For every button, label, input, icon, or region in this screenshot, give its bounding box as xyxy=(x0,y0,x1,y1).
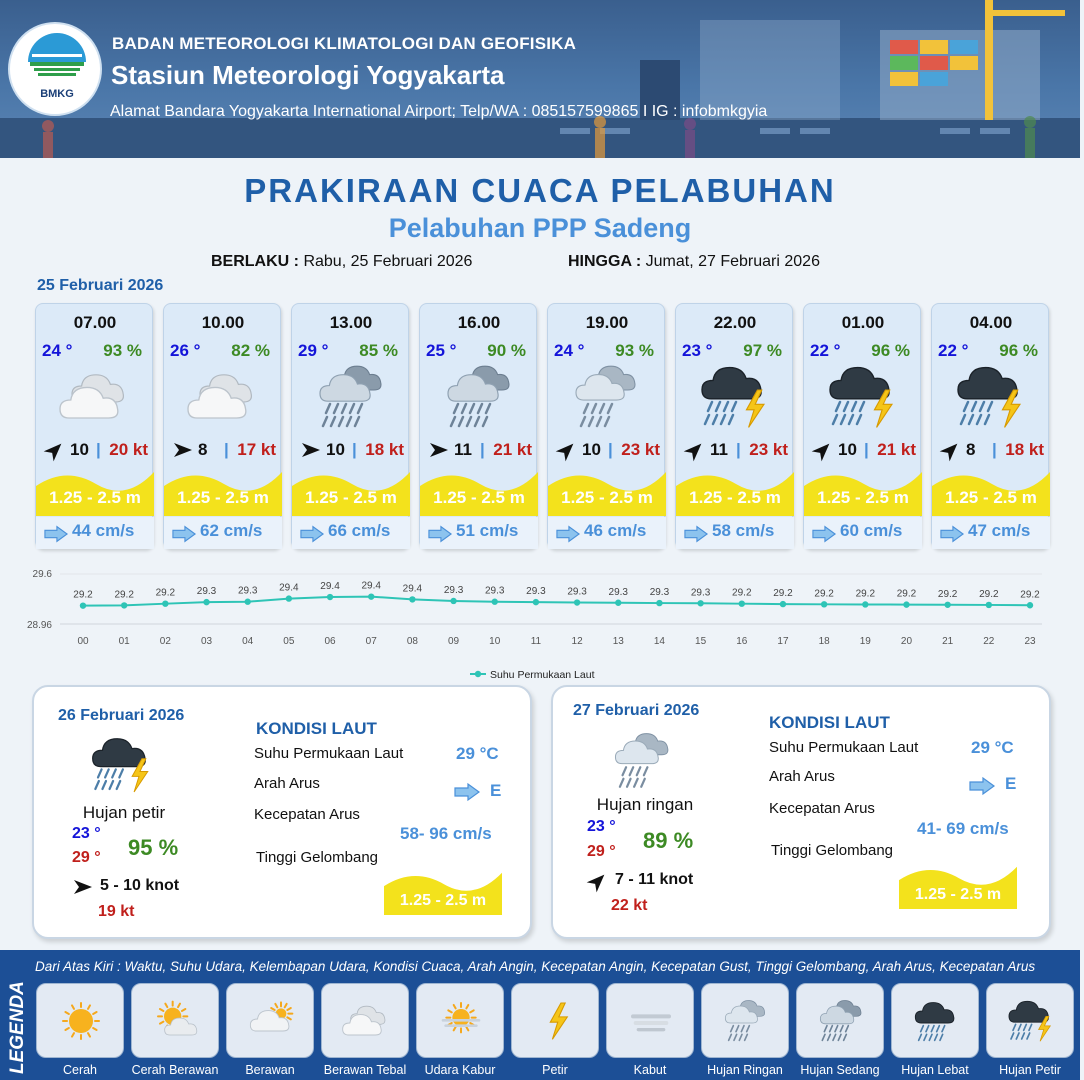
chart-data-label: 29.4 xyxy=(361,580,381,592)
day2-panel xyxy=(32,685,532,939)
forecast-wind-speed: 10 xyxy=(838,440,857,459)
forecast-gust: 23 kt xyxy=(621,440,660,459)
validity-from-label: BERLAKU : xyxy=(211,253,299,270)
wind-separator: | xyxy=(224,440,229,459)
petir-icon xyxy=(526,990,586,1052)
chart-data-point xyxy=(121,602,127,608)
chart-data-point xyxy=(944,602,950,608)
legend-icon-box xyxy=(131,983,219,1058)
legend-item xyxy=(701,983,789,1079)
wind-separator: | xyxy=(736,440,741,459)
forecast-current-speed: 62 cm/s xyxy=(200,521,263,540)
station-name: Stasiun Meteorologi Yogyakarta xyxy=(111,60,505,90)
forecast-time: 19.00 xyxy=(585,313,629,332)
legend-icon-box xyxy=(606,983,694,1058)
chart-data-point xyxy=(409,596,415,602)
chart-data-label: 29.3 xyxy=(237,585,258,597)
hujan-lebat-icon xyxy=(906,990,966,1052)
legend-item xyxy=(891,983,979,1079)
forecast-current-speed: 44 cm/s xyxy=(72,521,135,540)
wind-direction-icon xyxy=(44,440,66,460)
legend-item xyxy=(416,983,504,1079)
day3-temp-max: 29 ° xyxy=(587,843,616,860)
chart-x-tick-label: 15 xyxy=(695,636,707,647)
day3-condition: Hujan ringan xyxy=(596,795,694,814)
hujan-petir-icon xyxy=(946,362,1036,432)
forecast-wave-height: 1.25 - 2.5 m xyxy=(561,488,653,507)
current-arrow-icon xyxy=(300,525,324,543)
day2-humidity: 95 % xyxy=(128,835,179,860)
day3-humidity: 89 % xyxy=(643,828,694,853)
day2-date: 26 Februari 2026 xyxy=(58,707,185,724)
legend-icon-box xyxy=(36,983,124,1058)
wind-direction-icon xyxy=(172,440,194,460)
legend-icon-box xyxy=(511,983,599,1058)
day2-wind-direction-icon xyxy=(72,877,94,897)
forecast-current-speed: 66 cm/s xyxy=(328,521,391,540)
day3-wind-direction-icon xyxy=(587,871,609,891)
validity-to xyxy=(568,253,820,271)
chart-data-label: 29.2 xyxy=(937,588,958,600)
bmkg-logo xyxy=(8,22,102,116)
forecast-wind xyxy=(936,439,1048,461)
wind-direction-icon xyxy=(684,440,706,460)
hujan-petir-icon xyxy=(1001,990,1061,1052)
chart-data-label: 29.2 xyxy=(855,588,876,600)
chart-x-tick-label: 09 xyxy=(448,636,460,647)
page-title: PRAKIRAAN CUACA PELABUHAN xyxy=(244,172,836,209)
current-arrow-icon xyxy=(812,525,836,543)
forecast-wind-speed: 8 xyxy=(966,440,976,459)
chart-data-point xyxy=(327,594,333,600)
legend-item xyxy=(131,983,219,1079)
forecast-wave-height: 1.25 - 2.5 m xyxy=(817,488,909,507)
forecast-time: 01.00 xyxy=(841,313,885,332)
chart-data-point xyxy=(903,601,909,607)
forecast-temperature: 22 ° xyxy=(938,341,969,360)
chart-data-point xyxy=(739,600,745,606)
day3-wave-label: Tinggi Gelombang xyxy=(771,842,894,859)
forecast-wind xyxy=(552,439,664,461)
day2-temp-max: 29 ° xyxy=(72,849,101,866)
chart-x-tick-label: 16 xyxy=(736,636,748,647)
day2-current-speed-label: Kecepatan Arus xyxy=(254,806,360,823)
forecast-current-speed: 46 cm/s xyxy=(584,521,647,540)
forecast-time: 22.00 xyxy=(713,313,757,332)
sea-surface-temperature-chart xyxy=(26,562,1050,682)
chart-data-point xyxy=(862,601,868,607)
current-arrow-icon xyxy=(684,525,708,543)
legend-item-label: Hujan Petir xyxy=(999,1063,1061,1077)
legend-item-label: Hujan Ringan xyxy=(707,1063,783,1077)
chart-data-point xyxy=(162,600,168,606)
legend-item-label: Cerah Berawan xyxy=(131,1063,219,1077)
legend-icon-box xyxy=(701,983,789,1058)
legend-item-label: Udara Kabur xyxy=(424,1063,496,1077)
forecast-wave-height: 1.25 - 2.5 m xyxy=(433,488,525,507)
current-arrow-icon xyxy=(556,525,580,543)
forecast-gust: 21 kt xyxy=(493,440,532,459)
hujan-petir-icon xyxy=(818,362,908,432)
current-arrow-icon xyxy=(940,525,964,543)
forecast-temperature: 26 ° xyxy=(170,341,201,360)
forecast-humidity: 93 % xyxy=(615,341,654,360)
forecast-wind-speed: 10 xyxy=(326,440,345,459)
chart-x-tick-label: 20 xyxy=(900,636,913,647)
station-address: Alamat Bandara Yogyakarta International Airport; Telp/WA : 085157599865 I IG : infobmkgyia xyxy=(110,103,768,120)
logo-text: BMKG xyxy=(40,88,74,100)
chart-data-point xyxy=(368,593,374,599)
legend-title xyxy=(3,958,29,1078)
day2-weather-icon xyxy=(82,729,162,801)
forecast-wind-speed: 10 xyxy=(70,440,89,459)
legend-icon-box xyxy=(891,983,979,1058)
forecast-card xyxy=(547,303,665,549)
forecast-gust: 20 kt xyxy=(109,440,148,459)
legend-item xyxy=(606,983,694,1079)
berawan-icon xyxy=(241,990,301,1052)
day2-wave-height: 1.25 - 2.5 m xyxy=(399,892,487,909)
current-arrow-icon xyxy=(428,525,452,543)
chart-data-label: 29.2 xyxy=(979,588,999,600)
legend-icon-box xyxy=(796,983,884,1058)
chart-x-tick-label: 08 xyxy=(406,636,418,647)
legend-icon-box xyxy=(416,983,504,1058)
chart-data-point xyxy=(780,601,786,607)
forecast-gust: 18 kt xyxy=(365,440,404,459)
chart-y-tick-label: 28.96 xyxy=(26,620,52,631)
forecast-humidity: 93 % xyxy=(103,341,142,360)
day3-panel xyxy=(551,685,1051,939)
chart-x-tick-label: 13 xyxy=(612,636,624,647)
forecast-temperature: 24 ° xyxy=(554,341,585,360)
forecast-wind xyxy=(40,439,152,461)
page-subtitle: Pelabuhan PPP Sadeng xyxy=(388,213,692,243)
wind-separator: | xyxy=(96,440,101,459)
legend-item xyxy=(226,983,314,1079)
organization-name: BADAN METEOROLOGI KLIMATOLOGI DAN GEOFISIKA xyxy=(112,34,577,53)
forecast-humidity: 97 % xyxy=(743,341,782,360)
wind-separator: | xyxy=(992,440,997,459)
wind-separator: | xyxy=(608,440,613,459)
chart-data-label: 29.4 xyxy=(402,583,423,595)
legend-item-label: Petir xyxy=(542,1063,568,1077)
validity-to-label: HINGGA : xyxy=(568,253,642,270)
day2-temp-min: 23 ° xyxy=(72,825,101,842)
chart-data-label: 29.2 xyxy=(814,588,834,600)
forecast-current-speed: 58 cm/s xyxy=(712,521,775,540)
wind-direction-icon xyxy=(556,440,578,460)
legend-item-label: Berawan xyxy=(245,1063,295,1077)
day2-wave-label: Tinggi Gelombang xyxy=(256,849,379,866)
validity-from-value: Rabu, 25 Februari 2026 xyxy=(303,253,473,270)
chart-x-tick-label: 06 xyxy=(324,636,336,647)
logo-emblem-icon xyxy=(10,24,104,84)
header-banner xyxy=(0,0,1080,158)
chart-data-label: 29.3 xyxy=(690,587,711,599)
chart-x-tick-label: 18 xyxy=(818,636,830,647)
chart-data-label: 29.3 xyxy=(443,584,464,596)
forecast-card xyxy=(35,303,153,549)
chart-data-label: 29.2 xyxy=(114,589,134,601)
legend-item xyxy=(511,983,599,1079)
day3-gust: 22 kt xyxy=(611,897,648,914)
chart-data-point xyxy=(492,599,498,605)
legend-item-label: Kabut xyxy=(633,1063,667,1077)
day3-weather-icon xyxy=(603,725,683,797)
legend-item-label: Berawan Tebal xyxy=(323,1063,407,1077)
chart-x-tick-label: 14 xyxy=(653,636,665,647)
chart-x-tick-label: 02 xyxy=(159,636,171,647)
chart-data-point xyxy=(986,602,992,608)
chart-x-tick-label: 10 xyxy=(489,636,501,647)
forecast-temperature: 29 ° xyxy=(298,341,329,360)
forecast-humidity: 82 % xyxy=(231,341,270,360)
hujan-sedang-icon xyxy=(811,990,871,1052)
berawan-tebal-icon xyxy=(178,362,268,432)
legend-title-text: LEGENDA xyxy=(7,981,28,1074)
current-arrow-icon xyxy=(172,525,196,543)
chart-y-tick-label: 29.6 xyxy=(32,569,52,580)
forecast-gust: 18 kt xyxy=(1005,440,1044,459)
legend-icon-box xyxy=(226,983,314,1058)
chart-x-tick-label: 05 xyxy=(283,636,295,647)
forecast-gust: 17 kt xyxy=(237,440,276,459)
day2-sst-value: 29 °C xyxy=(456,744,499,763)
chart-data-point xyxy=(574,599,580,605)
hujan-ringan-icon xyxy=(562,362,652,432)
legend-item xyxy=(796,983,884,1079)
day2-wind-speed: 5 - 10 knot xyxy=(100,877,180,894)
cerah-berawan-icon xyxy=(146,990,206,1052)
forecast-wave-height: 1.25 - 2.5 m xyxy=(945,488,1037,507)
forecast-wave-height: 1.25 - 2.5 m xyxy=(49,488,141,507)
chart-data-label: 29.4 xyxy=(279,582,299,594)
chart-data-label: 29.3 xyxy=(485,585,505,597)
hujan-ringan-icon xyxy=(716,990,776,1052)
wind-direction-icon xyxy=(300,440,322,460)
forecast-time: 07.00 xyxy=(73,313,117,332)
legend-icon-box xyxy=(986,983,1074,1058)
chart-x-tick-label: 19 xyxy=(859,636,871,647)
chart-data-label: 29.2 xyxy=(896,588,917,600)
kabut-icon xyxy=(621,990,681,1052)
day2-sea-title: KONDISI LAUT xyxy=(256,719,377,738)
forecast-card xyxy=(803,303,921,549)
forecast-wave-height: 1.25 - 2.5 m xyxy=(689,488,781,507)
chart-data-label: 29.3 xyxy=(649,587,670,599)
day2-current-arrow-icon xyxy=(454,783,480,801)
forecast-wave-height: 1.25 - 2.5 m xyxy=(305,488,397,507)
legend-item-label: Hujan Lebat xyxy=(901,1063,969,1077)
forecast-time: 16.00 xyxy=(457,313,501,332)
chart-x-tick-label: 17 xyxy=(777,636,789,647)
forecast-wind xyxy=(680,439,792,461)
chart-x-tick-label: 07 xyxy=(365,636,377,647)
day3-current-dir-label: Arah Arus xyxy=(769,768,835,785)
forecast-gust: 23 kt xyxy=(749,440,788,459)
forecast-humidity: 96 % xyxy=(999,341,1038,360)
forecast-card xyxy=(291,303,409,549)
legend-item xyxy=(36,983,124,1079)
forecast-humidity: 85 % xyxy=(359,341,398,360)
wind-separator: | xyxy=(864,440,869,459)
chart-x-tick-label: 22 xyxy=(983,636,995,647)
day3-sea-title: KONDISI LAUT xyxy=(769,713,890,732)
chart-data-point xyxy=(615,600,621,606)
forecast-time: 10.00 xyxy=(201,313,245,332)
berawan-tebal-icon xyxy=(336,990,396,1052)
chart-x-tick-label: 01 xyxy=(118,636,130,647)
current-arrow-icon xyxy=(44,525,68,543)
forecast-current-speed: 47 cm/s xyxy=(968,521,1031,540)
forecast-humidity: 96 % xyxy=(871,341,910,360)
forecast-wind xyxy=(296,439,408,461)
forecast-wind xyxy=(168,439,280,461)
legend-item xyxy=(321,983,409,1079)
chart-x-tick-label: 12 xyxy=(571,636,583,647)
wind-separator: | xyxy=(352,440,357,459)
day2-current-speed: 58- 96 cm/s xyxy=(400,824,492,843)
chart-x-tick-label: 11 xyxy=(530,636,542,647)
forecast-wind-speed: 8 xyxy=(198,440,208,459)
forecast-wind-speed: 10 xyxy=(582,440,601,459)
forecast-card xyxy=(163,303,281,549)
wind-direction-icon xyxy=(428,440,450,460)
legend-item xyxy=(986,983,1074,1079)
legend-description: Dari Atas Kiri : Waktu, Suhu Udara, Kelembapan Udara, Kondisi Cuaca, Arah Angin, Kecepatan Angin, Kecepatan Gust, Tinggi Gelombang, Arah Arus, Kecepatan Arus xyxy=(35,959,1036,974)
chart-data-label: 29.3 xyxy=(567,586,587,598)
forecast-temperature: 23 ° xyxy=(682,341,713,360)
chart-legend-marker xyxy=(475,671,481,677)
day3-wind-speed: 7 - 11 knot xyxy=(615,871,694,888)
forecast-wind xyxy=(424,439,536,461)
chart-data-label: 29.2 xyxy=(732,587,752,599)
chart-data-point xyxy=(1027,602,1033,608)
day2-gust: 19 kt xyxy=(98,903,135,920)
forecast-time: 13.00 xyxy=(329,313,373,332)
day3-temp-min: 23 ° xyxy=(587,818,616,835)
forecast-wind xyxy=(808,439,920,461)
chart-data-label: 29.2 xyxy=(1020,589,1040,601)
forecast-time: 04.00 xyxy=(969,313,1013,332)
forecast-humidity: 90 % xyxy=(487,341,526,360)
day3-current-dir: E xyxy=(1005,774,1017,793)
berawan-tebal-icon xyxy=(50,362,140,432)
day2-sst-label: Suhu Permukaan Laut xyxy=(254,745,404,762)
chart-data-point xyxy=(244,599,250,605)
legend-item-label: Hujan Sedang xyxy=(800,1063,880,1077)
forecast-card xyxy=(675,303,793,549)
hujan-petir-icon xyxy=(690,362,780,432)
forecast-temperature: 22 ° xyxy=(810,341,841,360)
wind-direction-icon xyxy=(940,440,962,460)
udara-kabur-icon xyxy=(431,990,491,1052)
forecast-current-speed: 60 cm/s xyxy=(840,521,903,540)
chart-data-label: 29.3 xyxy=(608,586,628,598)
chart-x-tick-label: 23 xyxy=(1024,636,1036,647)
forecast-current-speed: 51 cm/s xyxy=(456,521,519,540)
forecast-wave-height: 1.25 - 2.5 m xyxy=(177,488,269,507)
hujan-sedang-icon xyxy=(306,362,396,432)
day2-condition: Hujan petir xyxy=(82,803,166,822)
chart-data-label: 29.4 xyxy=(320,581,340,593)
day2-current-dir: E xyxy=(490,781,502,800)
day1-date: 25 Februari 2026 xyxy=(37,277,164,294)
forecast-temperature: 24 ° xyxy=(42,341,73,360)
chart-data-point xyxy=(450,598,456,604)
chart-x-tick-label: 21 xyxy=(942,636,954,647)
day3-date: 27 Februari 2026 xyxy=(573,702,700,719)
validity-from xyxy=(211,253,472,271)
hujan-sedang-icon xyxy=(434,362,524,432)
chart-data-point xyxy=(697,600,703,606)
chart-data-point xyxy=(203,599,209,605)
legend-icon-box xyxy=(321,983,409,1058)
chart-data-label: 29.3 xyxy=(526,586,546,598)
forecast-wind-speed: 11 xyxy=(454,440,472,459)
forecast-wind-speed: 11 xyxy=(710,440,728,459)
chart-data-point xyxy=(80,602,86,608)
chart-legend-label: Suhu Permukaan Laut xyxy=(490,669,595,681)
day3-sst-label: Suhu Permukaan Laut xyxy=(769,739,919,756)
day3-current-speed-label: Kecepatan Arus xyxy=(769,800,875,817)
legend-item-label: Cerah xyxy=(62,1063,98,1077)
forecast-card xyxy=(931,303,1049,549)
chart-data-label: 29.2 xyxy=(773,588,793,600)
chart-data-point xyxy=(656,600,662,606)
chart-data-label: 29.2 xyxy=(155,587,176,599)
day3-current-speed: 41- 69 cm/s xyxy=(917,819,1009,838)
day3-current-arrow-icon xyxy=(969,777,995,795)
chart-x-tick-label: 00 xyxy=(77,636,89,647)
validity-to-value: Jumat, 27 Februari 2026 xyxy=(645,253,820,270)
day2-current-dir-label: Arah Arus xyxy=(254,775,320,792)
wind-separator: | xyxy=(480,440,485,459)
cerah-icon xyxy=(51,990,111,1052)
day3-sst-value: 29 °C xyxy=(971,738,1014,757)
day3-wave-height: 1.25 - 2.5 m xyxy=(914,886,1002,903)
chart-series-line xyxy=(83,597,1030,606)
chart-x-tick-label: 04 xyxy=(242,636,254,647)
forecast-temperature: 25 ° xyxy=(426,341,457,360)
chart-data-point xyxy=(286,595,292,601)
wind-direction-icon xyxy=(812,440,834,460)
chart-data-point xyxy=(533,599,539,605)
chart-x-tick-label: 03 xyxy=(200,636,213,647)
chart-data-label: 29.2 xyxy=(73,589,93,601)
chart-data-point xyxy=(821,601,827,607)
forecast-card xyxy=(419,303,537,549)
chart-data-label: 29.3 xyxy=(196,586,217,598)
forecast-gust: 21 kt xyxy=(877,440,916,459)
